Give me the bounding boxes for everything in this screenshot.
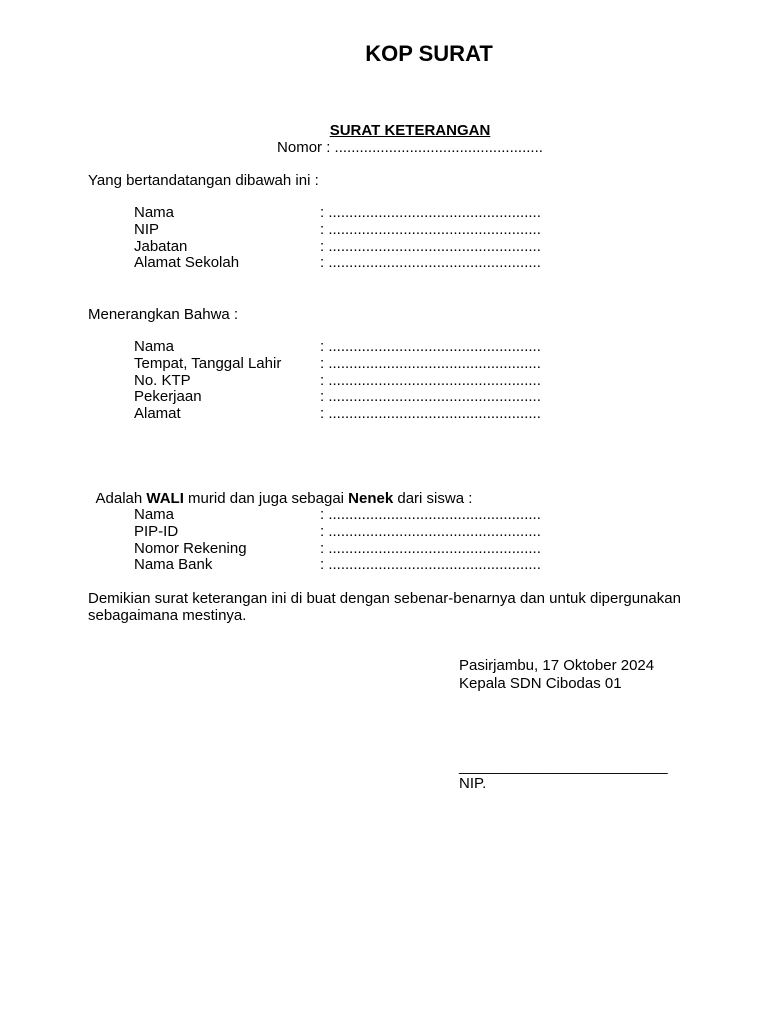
field-value: : ................................................... [320, 354, 541, 372]
field-row [134, 356, 734, 373]
field-label: Alamat Sekolah [134, 254, 240, 272]
field-label: Nama Bank [134, 556, 213, 574]
signatory-position: Kepala SDN Cibodas 01 [459, 675, 622, 692]
closing-paragraph: Demikian surat keterangan ini di buat dengan sebenar-benarnya dan untuk dipergunakan sebagaimana mestinya. [88, 590, 681, 624]
field-value: : ................................................... [320, 237, 541, 255]
field-row [134, 373, 734, 390]
field-row [134, 406, 734, 423]
field-row [134, 557, 734, 574]
field-row [134, 524, 734, 541]
field-value: : ................................................... [320, 539, 541, 557]
field-label: Tempat, Tanggal Lahir [134, 354, 282, 372]
signature-line: _________________________ [459, 758, 668, 775]
field-value: : ................................................... [320, 220, 541, 238]
signatory-fields [134, 205, 734, 272]
field-label: PIP-ID [134, 522, 179, 540]
field-label: Nomor Rekening [134, 539, 247, 557]
field-label: Nama [134, 506, 175, 523]
field-row [134, 205, 734, 222]
field-value: : ................................................... [320, 204, 541, 221]
relation-text [88, 473, 472, 507]
relation-nenek: Nenek [348, 490, 394, 507]
field-value: : ................................................... [320, 371, 541, 389]
field-value: : ................................................... [320, 254, 541, 272]
field-value: : ................................................... [320, 338, 541, 355]
field-label: Jabatan [134, 237, 188, 255]
document-number: Nomor : .................................................. [277, 139, 543, 156]
relation-suffix: dari siswa : [393, 490, 473, 507]
field-value: : ................................................... [320, 405, 541, 423]
person-fields [134, 339, 734, 423]
field-row [134, 389, 734, 406]
relation-wali: WALI [146, 490, 184, 507]
letterhead-title: KOP SURAT [365, 41, 493, 66]
field-row [134, 541, 734, 558]
signatory-nip: NIP. [459, 775, 487, 792]
field-value: : ................................................... [320, 388, 541, 406]
statement-text: Menerangkan Bahwa : [88, 306, 239, 323]
field-value: : ................................................... [320, 506, 541, 523]
student-fields [134, 507, 734, 574]
field-row [134, 255, 734, 272]
field-row [134, 222, 734, 239]
intro-text: Yang bertandatangan dibawah ini : [88, 172, 319, 189]
field-label: Pekerjaan [134, 388, 202, 406]
place-date: Pasirjambu, 17 Oktober 2024 [459, 657, 655, 674]
field-row [134, 239, 734, 256]
relation-prefix: Adalah [95, 490, 147, 507]
field-label: Alamat [134, 405, 181, 423]
field-label: NIP [134, 220, 160, 238]
field-label: Nama [134, 338, 175, 355]
field-row [134, 339, 734, 356]
document-title: SURAT KETERANGAN [329, 122, 491, 139]
field-label: Nama [134, 204, 175, 221]
field-value: : ................................................... [320, 522, 541, 540]
field-row [134, 507, 734, 524]
field-label: No. KTP [134, 371, 191, 389]
relation-middle: murid dan juga sebagai [183, 490, 349, 507]
field-value: : ................................................... [320, 556, 541, 574]
